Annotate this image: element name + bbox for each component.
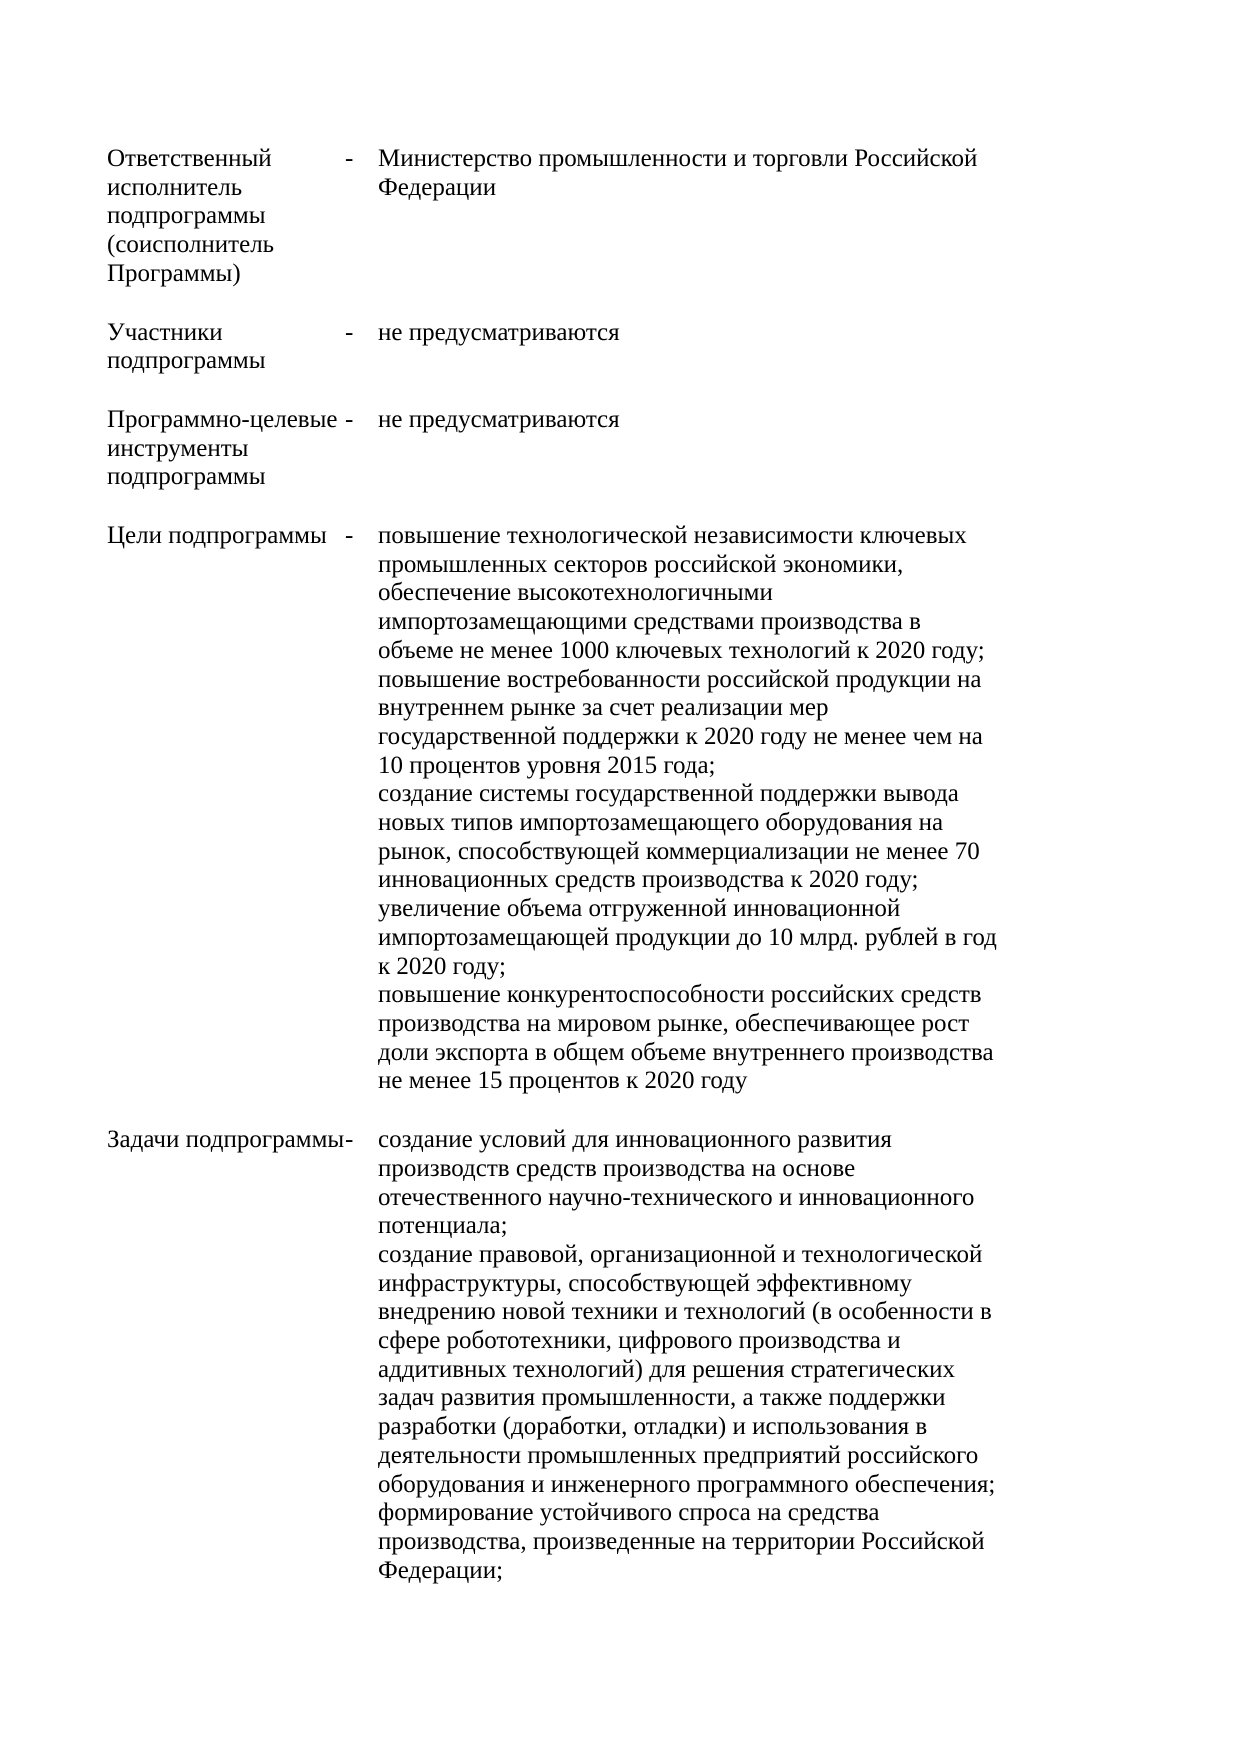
field-row-tasks (107, 1126, 1240, 1585)
field-row-program-target-instruments (107, 406, 1240, 492)
dash-separator: - (345, 405, 354, 433)
dash-separator: - (345, 145, 354, 172)
field-row-goals (107, 522, 1240, 1096)
field-label: Цели подпрограммы (107, 522, 327, 550)
field-label: Участники подпрограммы (107, 318, 266, 375)
field-value: не предусматриваются (378, 318, 620, 346)
dash-separator: - (345, 1126, 354, 1154)
dash-separator: - (345, 318, 354, 346)
field-label: Ответственный исполнитель подпрограммы (соисполнитель Программы) (107, 145, 275, 287)
dash-separator: - (345, 522, 354, 550)
field-value: создание условий для инновационного развития производств средств производства на основе отечественного научно-технического и инновационного потенциала; создание правовой, организационной и технологической инфраструктуры, способствующей эффективному внедрению новой техники и технологий (в особенности в сфере робототехники, цифрового производства и аддитивных технологий) для решения стратегических задач развития промышленности, а также поддержки разработки (доработки, отладки) и использования в деятельности промышленных предприятий российского оборудования и инженерного программного обеспечения; формирование устойчивого спроса на средства производства, произведенные на территории Российской Федерации; (378, 1126, 996, 1584)
field-label: Программно-целевые инструменты подпрограммы (107, 405, 338, 491)
field-row-participants (107, 319, 1240, 376)
field-value: Министерство промышленности и торговли Российской Федерации (378, 145, 978, 201)
field-value: не предусматриваются (378, 405, 620, 433)
field-label: Задачи подпрограммы (107, 1126, 345, 1154)
field-row-responsible-executor (107, 145, 1240, 289)
field-value: повышение технологической независимости ключевых промышленных секторов российской экономики, обеспечение высокотехнологичными импортозамещающими средствами производства в объеме не менее 1000 ключевых технологий к 2020 году; повышение востребованности российской продукции на внутреннем рынке за счет реализации мер государственной поддержки к 2020 году не менее чем на 10 процентов уровня 2015 года; создание системы государственной поддержки вывода новых типов импортозамещающего оборудования на рынок, способствующей коммерциализации не менее 70 инновационных средств производства к 2020 году; увеличение объема отгруженной инновационной импортозамещающей продукции до 10 млрд. рублей в год к 2020 году; повышение конкурентоспособности российских средств производства на мировом рынке, обеспечивающее рост доли экспорта в общем объеме внутреннего производства не менее 15 процентов к 2020 году (378, 522, 997, 1095)
